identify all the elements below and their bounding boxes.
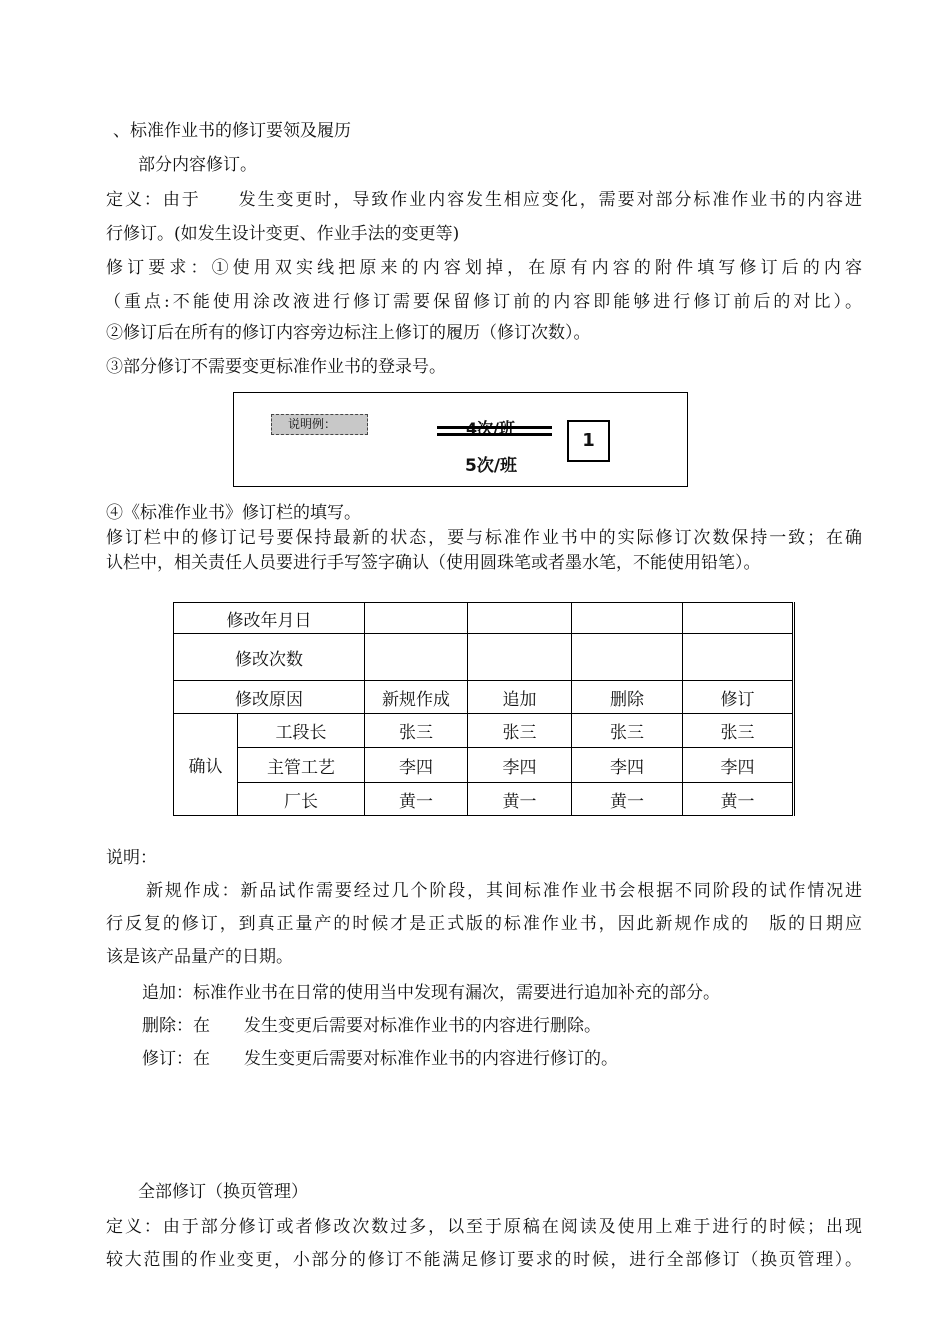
table-row	[174, 748, 794, 783]
requirement-line: ②修订后在所有的修订内容旁边标注上修订的履历（修订次数）。	[106, 323, 591, 343]
full-revision-line: 较大范围的作业变更，小部分的修订不能满足修订要求的时候，进行全部修订（换页管理）。	[106, 1250, 862, 1270]
note-new-line: 该是该产品量产的日期。	[106, 947, 293, 967]
requirement-line: ③部分修订不需要变更标准作业书的登录号。	[106, 357, 446, 377]
table-row	[174, 714, 794, 748]
role-label: 主管工艺	[238, 748, 365, 783]
table-cell	[683, 603, 794, 634]
revision-example-box	[233, 392, 688, 487]
table-row	[174, 634, 794, 681]
part-revision-heading: 部分内容修订。	[138, 155, 257, 175]
table-cell	[365, 603, 468, 634]
table-cell: 新规作成	[365, 681, 468, 714]
table-row	[174, 783, 794, 816]
table-cell: 李四	[683, 748, 794, 783]
table-row	[174, 681, 794, 714]
table-cell	[468, 634, 572, 681]
revision-number-box: 1	[567, 420, 610, 462]
definition-line: 行修订。(如发生设计变更、作业手法的变更等)	[106, 224, 460, 244]
table-cell: 修订	[683, 681, 794, 714]
confirm-label: 确认	[174, 714, 238, 816]
revision-record-table	[173, 602, 795, 816]
role-label: 工段长	[238, 714, 365, 748]
table-cell: 李四	[468, 748, 572, 783]
new-value: 5次/班	[465, 456, 518, 476]
double-strike-line	[437, 433, 552, 436]
example-tag: 说明例：	[271, 414, 368, 435]
table-cell: 追加	[468, 681, 572, 714]
table-cell: 张三	[683, 714, 794, 748]
double-strike-line	[437, 426, 552, 429]
record-line: 认栏中，相关责任人员要进行手写签字确认（使用圆珠笔或者墨水笔，不能使用铅笔）。	[106, 553, 761, 573]
role-label: 厂长	[238, 783, 365, 816]
table-cell: 黄一	[468, 783, 572, 816]
table-cell	[572, 603, 683, 634]
table-cell	[365, 634, 468, 681]
section-title: 、标准作业书的修订要领及履历	[113, 121, 351, 141]
note-delete: 删除：在 发生变更后需要对标准作业书的内容进行删除。	[142, 1016, 601, 1036]
note-new-line: 行反复的修订，到真正量产的时候才是正式版的标准作业书，因此新规作成的 版的日期应	[106, 914, 862, 934]
table-cell	[572, 634, 683, 681]
table-cell: 黄一	[572, 783, 683, 816]
full-revision-line: 定义：由于部分修订或者修改次数过多，以至于原稿在阅读及使用上难于进行的时候；出现	[106, 1217, 862, 1237]
table-cell	[683, 634, 794, 681]
table-cell	[468, 603, 572, 634]
full-revision-heading: 全部修订（换页管理）	[138, 1182, 308, 1202]
table-cell: 李四	[365, 748, 468, 783]
table-row	[174, 603, 794, 634]
table-cell: 黄一	[365, 783, 468, 816]
note-add: 追加：标准作业书在日常的使用当中发现有漏次，需要进行追加补充的部分。	[142, 983, 720, 1003]
table-cell: 删除	[572, 681, 683, 714]
table-cell: 黄一	[683, 783, 794, 816]
old-value	[466, 419, 515, 439]
record-heading: ④《标准作业书》修订栏的填写。	[106, 503, 361, 523]
row-label-date: 修改年月日	[174, 603, 365, 634]
row-label-count: 修改次数	[174, 634, 365, 681]
definition-line: 定义：由于 发生变更时，导致作业内容发生相应变化，需要对部分标准作业书的内容进	[106, 190, 862, 210]
requirement-line: 修订要求：①使用双实线把原来的内容划掉，在原有内容的附件填写修订后的内容	[106, 258, 862, 278]
table-cell: 张三	[365, 714, 468, 748]
table-cell: 张三	[468, 714, 572, 748]
note-new-line: 新规作成：新品试作需要经过几个阶段，其间标准作业书会根据不同阶段的试作情况进	[146, 881, 862, 901]
requirement-line: （重点:不能使用涂改液进行修订需要保留修订前的内容即能够进行修订前后的对比）。	[104, 292, 862, 312]
table-cell: 张三	[572, 714, 683, 748]
record-line: 修订栏中的修订记号要保持最新的状态，要与标准作业书中的实际修订次数保持一致；在确	[106, 528, 862, 548]
row-label-reason: 修改原因	[174, 681, 365, 714]
table-cell: 李四	[572, 748, 683, 783]
notes-heading: 说明：	[106, 848, 157, 868]
note-revise: 修订：在 发生变更后需要对标准作业书的内容进行修订的。	[142, 1049, 618, 1069]
